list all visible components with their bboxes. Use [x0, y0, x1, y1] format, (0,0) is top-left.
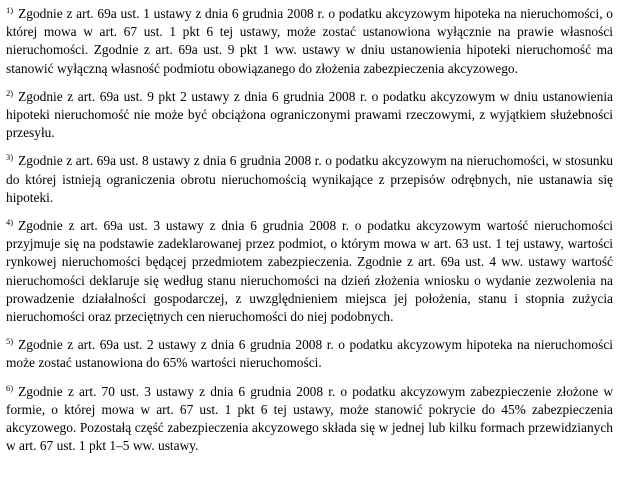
footnote-text: Zgodnie z art. 69a ust. 3 ustawy z dnia 6 grudnia 2008 r. o podatku akcyzowym wartość nieruchomości przyjmuje się na podstawie zadeklarowanej przez podmiot, o którym mowa w art. 63 ust. 1 tej ustawy, wartości rynkowej nieruchomości będącej przedmiotem zabezpieczenia. Zgodnie z art. 69a ust. 4 ww. ustawy wartość nieruchomości deklaruje się według stanu nieruchomości na dzień złożenia wniosku o wydanie zezwolenia na prowadzenie działalności gospodarczej, z uwzględnieniem miejsca jej położenia, stanu i stopnia zużycia nieruchomości oraz przeciętnych cen nieruchomości do niej podobnych.: [6, 218, 613, 325]
footnote-text: Zgodnie z art. 69a ust. 8 ustawy z dnia 6 grudnia 2008 r. o podatku akcyzowym na nieruchomości, w stosunku do której istnieją ograniczenia obrotu nieruchomością wynikające z przepisów odrębnych, nie ustanawia się hipoteki.: [6, 153, 613, 205]
footnote-2: [6, 88, 613, 143]
footnote-text: Zgodnie z art. 69a ust. 2 ustawy z dnia 6 grudnia 2008 r. o podatku akcyzowym hipoteka na nieruchomości może zostać ustanowiona do 65% wartości nieruchomości.: [6, 337, 613, 371]
footnote-number: 6): [6, 382, 14, 393]
footnote-5: [6, 336, 613, 372]
footnote-text: Zgodnie z art. 69a ust. 9 pkt 2 ustawy z dnia 6 grudnia 2008 r. o podatku akcyzowym w dniu ustanowienia hipoteki nieruchomość nie może być obciążona ograniczonymi prawami rzeczowymi, z wyjątkiem służebności przesyłu.: [6, 88, 613, 141]
footnote-number: 1): [6, 5, 14, 15]
footnote-number: 3): [6, 152, 14, 163]
footnote-text: Zgodnie z art. 69a ust. 1 ustawy z dnia 6 grudnia 2008 r. o podatku akcyzowym hipoteka na nieruchomości, o której mowa w art. 67 ust. 1 pkt 6 tej ustawy, może zostać ustanowiona wyłącznie na prawie własności nieruchomości. Zgodnie z art. 69a ust. 9 pkt 1 ww. ustawy w dniu ustanowienia hipoteki nieruchomość ma stanowić wyłączną własność podmiotu obowiązanego do złożenia zabezpieczenia akcyzowego.: [6, 6, 613, 76]
footnote-4: [6, 217, 613, 326]
footnote-1: [6, 5, 613, 78]
footnote-number: 4): [6, 217, 14, 228]
footnote-3: [6, 152, 613, 207]
footnote-number: 5): [6, 336, 14, 347]
footnote-6: [6, 383, 613, 456]
footnote-text: Zgodnie z art. 70 ust. 3 ustawy z dnia 6 grudnia 2008 r. o podatku akcyzowym zabezpieczenie złożone w formie, o której mowa w art. 67 ust. 1 pkt 6 tej ustawy, może stanowić pokrycie do 45% zabezpieczenia akcyzowego. Pozostałą część zabezpieczenia akcyzowego składa się w jednej lub kilku formach przewidzianych w art. 67 ust. 1 pkt 1–5 ww. ustawy.: [6, 383, 613, 454]
footnote-number: 2): [6, 87, 14, 98]
